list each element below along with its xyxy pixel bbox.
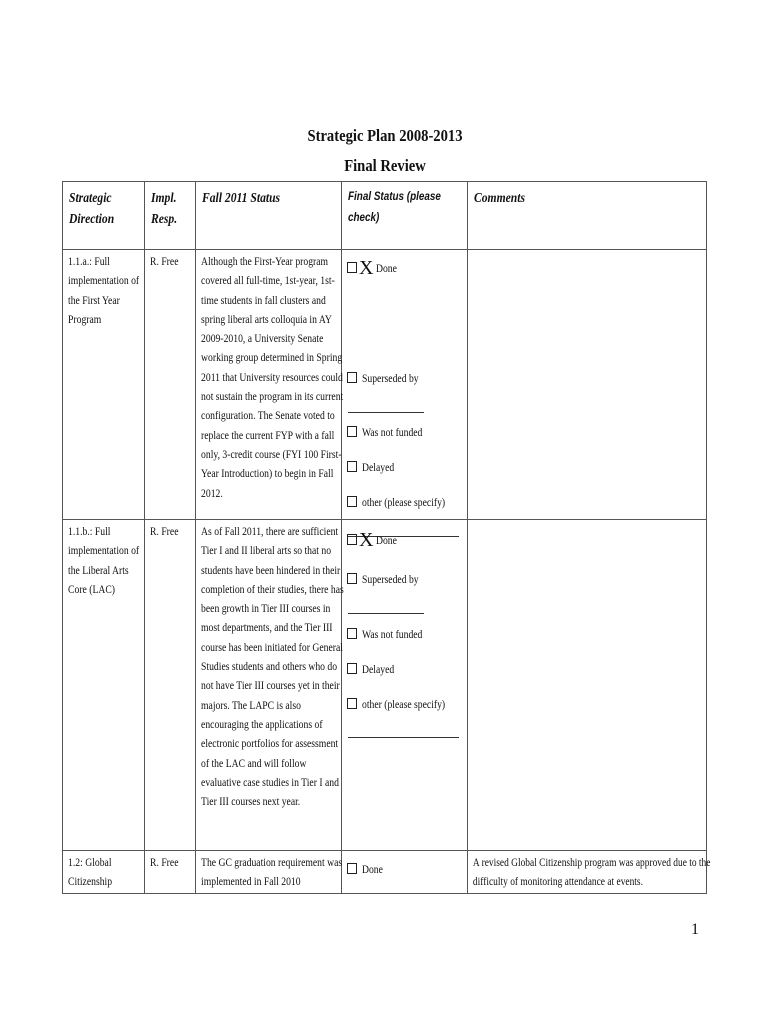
checkbox-icon[interactable] — [347, 426, 357, 437]
row-fall-2011-status: As of Fall 2011, there are sufficient Tier I and II liberal arts so that no students have been hindered in their completion of their studies, there has been growth in Tier III courses in most departments, and the Tier III course has been initiated for General Studies students and others who do not have Tier III courses yet in their majors. The LAPC is also encouraging the applications of electronic portfolios for assessment of the LAC and will follow evaluative case studies in Tier I and Tier III courses next year. — [201, 526, 344, 809]
superseded-blank-line — [348, 613, 424, 614]
header-final-status: Final Status (please check) — [342, 182, 468, 250]
checkbox-icon[interactable] — [347, 863, 357, 874]
final-status-cell — [342, 520, 468, 851]
table-row — [63, 851, 707, 894]
checkbox-icon[interactable] — [347, 573, 357, 584]
other-blank-line — [348, 737, 459, 738]
checkbox-icon[interactable] — [347, 534, 357, 545]
row-responsible: R. Free — [150, 526, 179, 538]
option-superseded[interactable]: Superseded by — [347, 372, 429, 385]
checkbox-icon[interactable] — [347, 663, 357, 674]
option-delayed[interactable]: Delayed — [347, 663, 400, 676]
row-comments — [468, 250, 716, 253]
checkbox-icon[interactable] — [347, 372, 357, 383]
document-subtitle: Final Review — [344, 156, 426, 175]
final-status-cell — [342, 250, 468, 520]
checkbox-icon[interactable] — [347, 628, 357, 639]
option-other[interactable]: other (please specify) — [347, 698, 461, 711]
row-direction: 1.1.a.: Full implementation of the First Year Program — [68, 256, 140, 326]
row-direction: 1.1.b.: Full implementation of the Liberal Arts Core (LAC) — [68, 526, 140, 596]
page-number: 1 — [691, 921, 699, 938]
checkbox-icon[interactable] — [347, 461, 357, 472]
table-row — [63, 520, 707, 851]
option-done[interactable]: X Done — [347, 530, 401, 550]
row-responsible: R. Free — [150, 256, 179, 268]
final-status-cell — [342, 851, 468, 894]
table-row — [63, 250, 707, 520]
option-done[interactable]: X Done — [347, 258, 401, 278]
header-impl-resp: Impl. Resp. — [145, 182, 196, 250]
header-comments: Comments — [468, 182, 707, 250]
option-other[interactable]: other (please specify) — [347, 496, 461, 509]
checkbox-icon[interactable] — [347, 496, 357, 507]
checked-x-mark: X — [359, 257, 374, 279]
row-responsible: R. Free — [150, 857, 179, 869]
option-not-funded[interactable]: Was not funded — [347, 426, 434, 439]
option-not-funded[interactable]: Was not funded — [347, 628, 434, 641]
review-table — [62, 181, 711, 894]
option-delayed[interactable]: Delayed — [347, 461, 400, 474]
option-superseded[interactable]: Superseded by — [347, 573, 429, 586]
row-comments: A revised Global Citizenship program was approved due to the difficulty of monitoring attendance at events. — [472, 857, 711, 889]
option-done[interactable]: Done — [347, 863, 387, 876]
row-fall-2011-status: Although the First-Year program covered all full-time, 1st-year, 1st-time students in fall clusters and spring liberal arts colloquia in AY 2009-2010, a University Senate working group determined in Spring 2011 that University resources could not sustain the program in its current configuration. The Senate voted to replace the current FYP with a fall only, 3-credit course (FYI 100 First-Year Introduction) to begin in Fall 2012. — [201, 256, 344, 500]
checked-x-mark: X — [359, 529, 374, 551]
table-header-row — [63, 182, 707, 250]
header-strategic-direction: Strategic Direction — [63, 182, 145, 250]
checkbox-icon[interactable] — [347, 262, 357, 273]
row-fall-2011-status: The GC graduation requirement was implemented in Fall 2010 — [201, 857, 343, 889]
checkbox-icon[interactable] — [347, 698, 357, 709]
row-direction: 1.2: Global Citizenship — [68, 857, 113, 889]
header-fall-2011-status: Fall 2011 Status — [196, 182, 342, 250]
superseded-blank-line — [348, 412, 424, 413]
document-title: Strategic Plan 2008-2013 — [307, 126, 463, 145]
row-comments — [468, 520, 716, 523]
